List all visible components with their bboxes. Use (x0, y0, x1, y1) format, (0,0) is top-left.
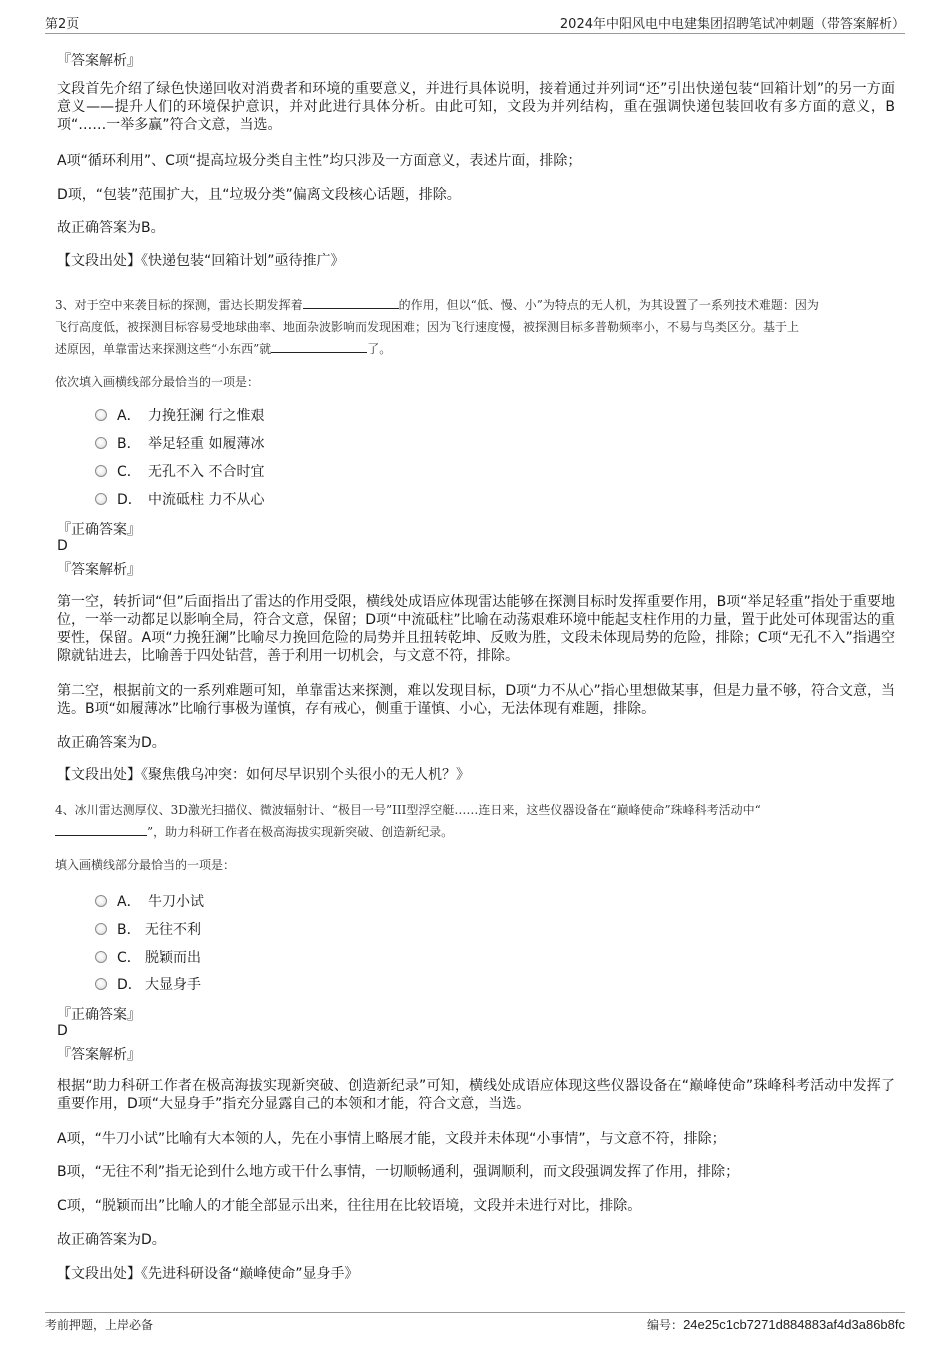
q4-option-b[interactable] (95, 919, 395, 939)
q4-analysis-paragraph: C项，“脱颖而出”比喻人的才能全部显示出来，往往用在比较语境，文段并未进行对比，排除。 (57, 1198, 642, 1214)
question-3-text (55, 294, 900, 360)
q3-text-part: 3、对于空中来袭目标的探测，雷达长期发挥着 (55, 298, 303, 312)
code-value: 24e25c1cb7271d884883af4d3a86b8fc (683, 1317, 905, 1332)
code-label: 编号： (647, 1318, 684, 1332)
q3-conclusion: 故正确答案为D。 (57, 735, 166, 751)
radio-icon[interactable] (95, 409, 107, 421)
option-text: 无孔不入 不合时宜 (148, 464, 265, 480)
q3-option-b[interactable] (95, 433, 395, 453)
q3-option-c[interactable] (95, 461, 395, 481)
question-4-text (55, 799, 900, 843)
q4-option-a[interactable] (95, 891, 395, 911)
q2-analysis-label: 『答案解析』 (57, 53, 141, 69)
q3-correct-answer: D (57, 538, 68, 554)
q3-text-part: 述原因，单靠雷达来探测这些“小东西”就 (55, 342, 272, 356)
q3-option-d[interactable] (95, 489, 395, 509)
option-letter: C． (117, 464, 141, 480)
q4-text-part: ”，助力科研工作者在极高海拔实现新突破、创造新纪录。 (147, 825, 454, 839)
radio-icon[interactable] (95, 978, 107, 990)
option-letter: B． (117, 922, 141, 938)
option-text: 中流砥柱 力不从心 (148, 492, 265, 508)
q2-analysis-paragraph: A项“循环利用”、C项“提高垃圾分类自主性”均只涉及一方面意义，表述片面，排除； (57, 153, 582, 169)
q4-source: 【文段出处】《先进科研设备“巅峰使命”显身手》 (57, 1266, 359, 1282)
fill-blank (271, 338, 367, 353)
radio-icon[interactable] (95, 895, 107, 907)
option-text: 大显身手 (145, 977, 201, 993)
radio-icon[interactable] (95, 923, 107, 935)
radio-icon[interactable] (95, 437, 107, 449)
q2-conclusion: 故正确答案为B。 (57, 220, 165, 236)
q4-analysis-paragraph: A项，“牛刀小试”比喻有大本领的人，先在小事情上略展才能，文段并未体现“小事情”，与文意不符，排除； (57, 1131, 726, 1147)
q3-correct-label: 『正确答案』 (57, 522, 141, 538)
option-text: 举足轻重 如履薄冰 (148, 436, 265, 452)
option-letter: B． (117, 436, 141, 452)
q3-analysis-label: 『答案解析』 (57, 562, 141, 578)
option-text: 无往不利 (145, 922, 201, 938)
option-letter: D． (117, 492, 142, 508)
q4-prompt: 填入画横线部分最恰当的一项是： (55, 858, 236, 872)
option-letter: A． (117, 894, 141, 910)
q4-conclusion: 故正确答案为D。 (57, 1232, 166, 1248)
footer-slogan: 考前押题，上岸必备 (45, 1318, 154, 1332)
q4-analysis-paragraph: 根据“助力科研工作者在极高海拔实现新突破、创造新纪录”可知，横线处成语应体现这些仪器设备在“巅峰使命”珠峰科考活动中发挥了重要作用，D项“大显身手”指充分显露自己的本领和才能，符合文意，当选。 (57, 1078, 895, 1112)
radio-icon[interactable] (95, 465, 107, 477)
q4-analysis-paragraph: B项，“无往不利”指无论到什么地方或干什么事情，一切顺畅通利，强调顺利，而文段强调发挥了作用，排除； (57, 1164, 740, 1180)
q3-text-part: 的作用，但以“低、慢、小”为特点的无人机，为其设置了一系列技术难题：因为 (398, 298, 819, 312)
fill-blank (55, 821, 147, 836)
option-letter: D． (117, 977, 142, 993)
q4-text-part: 4、冰川雷达测厚仪、3D激光扫描仪、微波辐射计、“极目一号”III型浮空艇……连日来，这些仪器设备在“巅峰使命”珠峰科考活动中“ (55, 803, 761, 817)
option-text: 力挽狂澜 行之惟艰 (148, 408, 265, 424)
footer-divider (45, 1312, 905, 1313)
page-number: 第2页 (45, 17, 80, 32)
q3-analysis-paragraph: 第一空，转折词“但”后面指出了雷达的作用受限，横线处成语应体现雷达能够在探测目标时发挥重要作用，B项“举足轻重”指处于重要地位，一举一动都足以影响全局，符合文意，保留；D项“中流砥柱”比喻在动荡艰难环境中能起支柱作用的力量，置于此处可体现雷达的重要性，保留。A项“力挽狂澜”比喻尽力挽回危险的局势并且扭转乾坤、反败为胜，文段未体现局势的危险，排除；C项“无孔不入”指遇空隙就钻进去，比喻善于四处钻营，善于利用一切机会，与文意不符，排除。 (57, 594, 895, 664)
q3-analysis-paragraph: 第二空，根据前文的一系列难题可知，单靠雷达来探测，难以发现目标，D项“力不从心”指心里想做某事，但是力量不够，符合文意，当选。B项“如履薄冰”比喻行事极为谨慎，存有戒心，侧重于谨慎、小心，无法体现有难题，排除。 (57, 683, 895, 717)
q3-source: 【文段出处】《聚焦俄乌冲突：如何尽早识别个头很小的无人机？》 (57, 767, 470, 783)
q4-correct-label: 『正确答案』 (57, 1007, 141, 1023)
radio-icon[interactable] (95, 493, 107, 505)
q4-option-d[interactable] (95, 974, 395, 994)
q3-option-a[interactable] (95, 405, 395, 425)
q3-text-part: 了。 (367, 342, 392, 356)
option-letter: A． (117, 408, 141, 424)
q2-source: 【文段出处】《快递包装“回箱计划”亟待推广》 (57, 253, 345, 269)
q4-option-c[interactable] (95, 947, 395, 967)
option-text: 脱颖而出 (145, 950, 201, 966)
q2-analysis-paragraph: D项，“包装”范围扩大，且“垃圾分类”偏离文段核心话题，排除。 (57, 187, 461, 203)
radio-icon[interactable] (95, 951, 107, 963)
q2-analysis-paragraph: 文段首先介绍了绿色快递回收对消费者和环境的重要意义，并进行具体说明，接着通过并列词“还”引出快递包装“回箱计划”的另一方面意义——提升人们的环境保护意识，并对此进行具体分析。由此可知，文段为并列结构，重在强调快递包装回收有多方面的意义，B项“……一举多赢”符合文意，当选。 (57, 81, 895, 133)
option-letter: C． (117, 950, 141, 966)
fill-blank (303, 294, 399, 309)
q4-analysis-label: 『答案解析』 (57, 1047, 141, 1063)
header-divider (45, 33, 905, 34)
option-text: 牛刀小试 (148, 894, 204, 910)
q3-text-part: 飞行高度低，被探测目标容易受地球曲率、地面杂波影响而发现困难；因为飞行速度慢，被探测目标多普勒频率小，不易与鸟类区分。基于上 (55, 320, 800, 334)
document-title: 2024年中阳风电中电建集团招聘笔试冲刺题（带答案解析） (559, 17, 905, 32)
q4-correct-answer: D (57, 1023, 68, 1039)
q3-prompt: 依次填入画横线部分最恰当的一项是： (55, 375, 260, 389)
document-code (647, 1316, 905, 1333)
